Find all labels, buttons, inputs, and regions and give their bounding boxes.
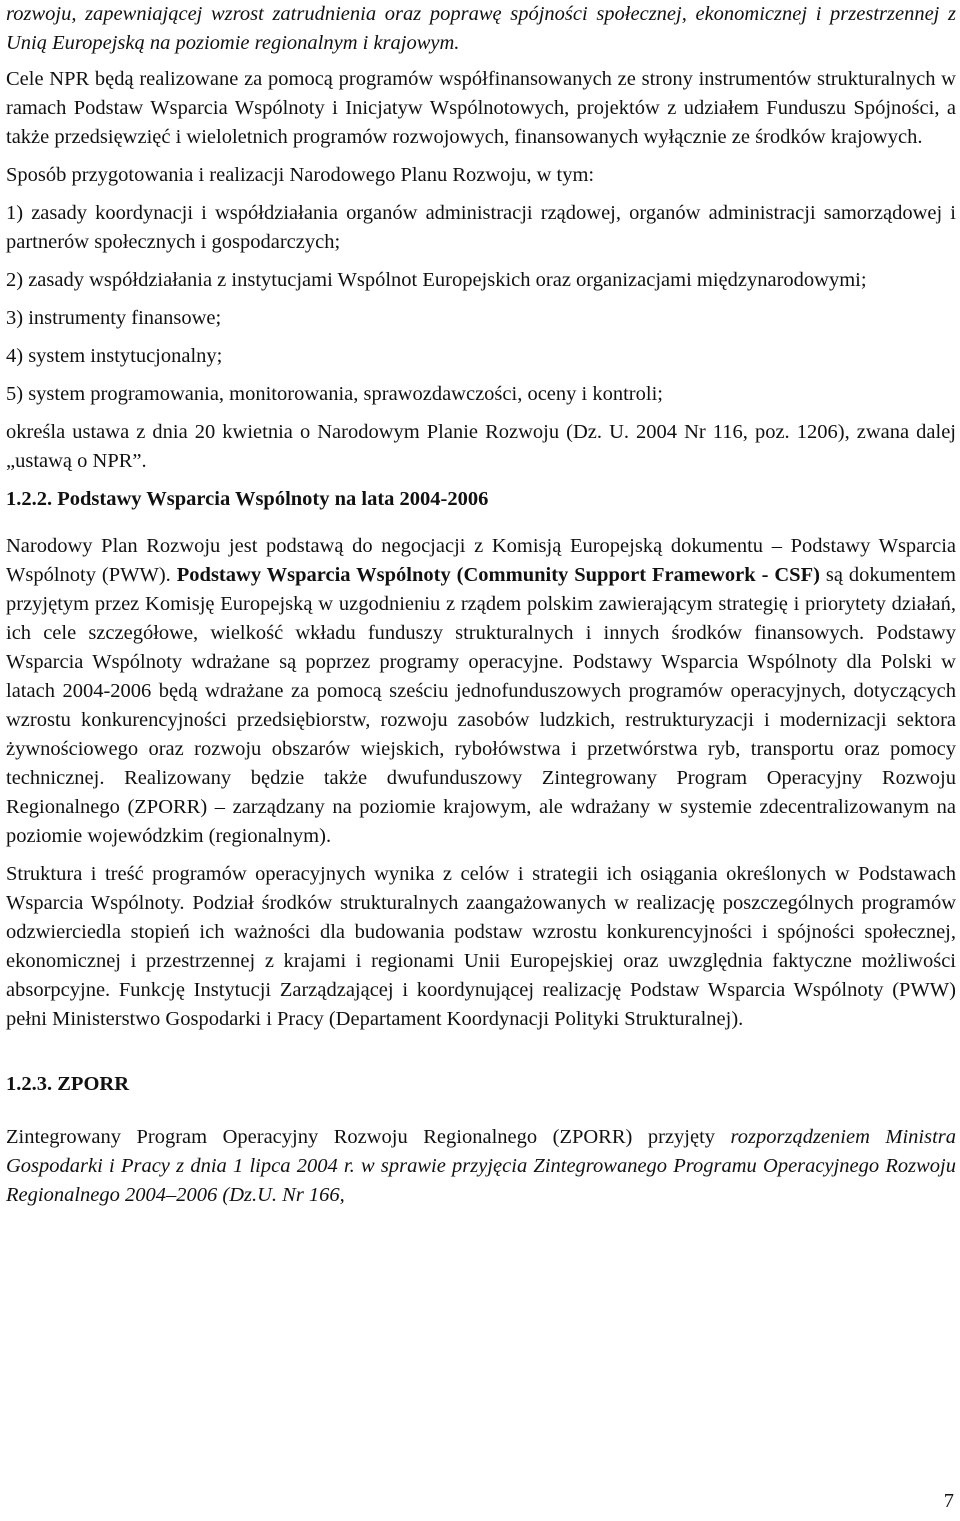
pww-text-1: Narodowy Plan Rozwoju jest podstawą do negocjacji z Komisją Europejską dokumentu – Podstawy Wsparcia Wspólnoty (PWW).	[6, 535, 956, 586]
list-item-3: 3) instrumenty finansowe;	[6, 307, 222, 329]
paragraph-cele-npr: Cele NPR będą realizowane za pomocą programów współfinansowanych ze strony instrumentów strukturalnych w ramach Podstaw Wsparcia Wspólnoty i Inicjatyw Wspólnotowych, projektów z udziałem Funduszu Spójności, a także przedsięwzięć i wieloletnich programów rozwojowych, finansowanych wyłącznie ze środków krajowych.	[6, 68, 956, 148]
paragraph-zporr	[6, 1123, 956, 1210]
list-item-5: 5) system programowania, monitorowania, sprawozdawczości, oceny i kontroli;	[6, 383, 663, 405]
section-heading-1-2-2: 1.2.2. Podstawy Wsparcia Wspólnoty na lata 2004-2006	[6, 488, 489, 510]
pww-bold-definition: Podstawy Wsparcia Wspólnoty (Community Support Framework - CSF)	[176, 564, 820, 586]
list-item-1: 1) zasady koordynacji i współdziałania organów administracji rządowej, organów administracji samorządowej i partnerów społecznych i gospodarczych;	[6, 202, 956, 253]
section-heading-1-2-3: 1.2.3. ZPORR	[6, 1073, 129, 1095]
paragraph-pww	[6, 532, 956, 851]
paragraph-ustawa: określa ustawa z dnia 20 kwietnia o Narodowym Planie Rozwoju (Dz. U. 2004 Nr 116, poz. 1206), zwana dalej „ustawą o NPR”.	[6, 421, 956, 472]
list-item-4: 4) system instytucjonalny;	[6, 345, 223, 367]
zporr-text: Zintegrowany Program Operacyjny Rozwoju Regionalnego (ZPORR) przyjęty	[6, 1126, 731, 1148]
paragraph-sposob: Sposób przygotowania i realizacji Narodowego Planu Rozwoju, w tym:	[6, 164, 595, 186]
pww-text-2: są dokumentem przyjętym przez Komisję Europejską w uzgodnieniu z rządem polskim zawierającym strategię i priorytety działań, ich cele szczegółowe, wielkość wkładu funduszy strukturalnych i innych środków finansowych. Podstawy Wsparcia Wspólnoty wdrażane są poprzez programy operacyjne. Podstawy Wsparcia Wspólnoty dla Polski w latach 2004-2006 będą wdrażane za pomocą sześciu jednofunduszowych programów operacyjnych, dotyczących wzrostu konkurencyjności przedsiębiorstw, rozwoju zasobów ludzkich, restrukturyzacji i modernizacji sektora żywnościowego oraz rozwoju obszarów wiejskich, rybołówstwa i przetwórstwa ryb, transportu oraz pomocy technicznej. Realizowany będzie także dwufunduszowy Zintegrowany Program Operacyjny Rozwoju Regionalnego (ZPORR) – zarządzany na poziomie krajowym, ale wdrażany w systemie zdecentralizowanym na poziomie wojewódzkim (regionalnym).	[6, 564, 956, 847]
document-page	[6, 0, 956, 1210]
page-number: 7	[943, 1490, 954, 1512]
list-item-2: 2) zasady współdziałania z instytucjami Wspólnot Europejskich oraz organizacjami międzynarodowymi;	[6, 269, 867, 291]
intro-italic-continuation: rozwoju, zapewniającej wzrost zatrudnienia oraz poprawę spójności społecznej, ekonomicznej i przestrzennej z Unią Europejską na poziomie regionalnym i krajowym.	[6, 3, 956, 54]
paragraph-struktura: Struktura i treść programów operacyjnych wynika z celów i strategii ich osiągania określonych w Podstawach Wsparcia Wspólnoty. Podział środków strukturalnych zaangażowanych w realizację poszczególnych programów odzwierciedla stopień ich ważności dla budowania podstaw wzrostu konkurencyjności i spójności społecznej, ekonomicznej i przestrzennej z krajami i regionami Unii Europejskiej oraz uwzględnia faktyczne możliwości absorpcyjne. Funkcję Instytucji Zarządzającej i koordynującej realizację Podstaw Wsparcia Wspólnoty (PWW) pełni Ministerstwo Gospodarki i Pracy (Departament Koordynacji Polityki Strukturalnej).	[6, 863, 956, 1030]
zporr-italic-citation: rozporządzeniem Ministra Gospodarki i Pracy z dnia 1 lipca 2004 r. w sprawie przyjęcia Zintegrowanego Programu Operacyjnego Rozwoju Regionalnego 2004–2006 (Dz.U. Nr 166,	[6, 1126, 956, 1206]
